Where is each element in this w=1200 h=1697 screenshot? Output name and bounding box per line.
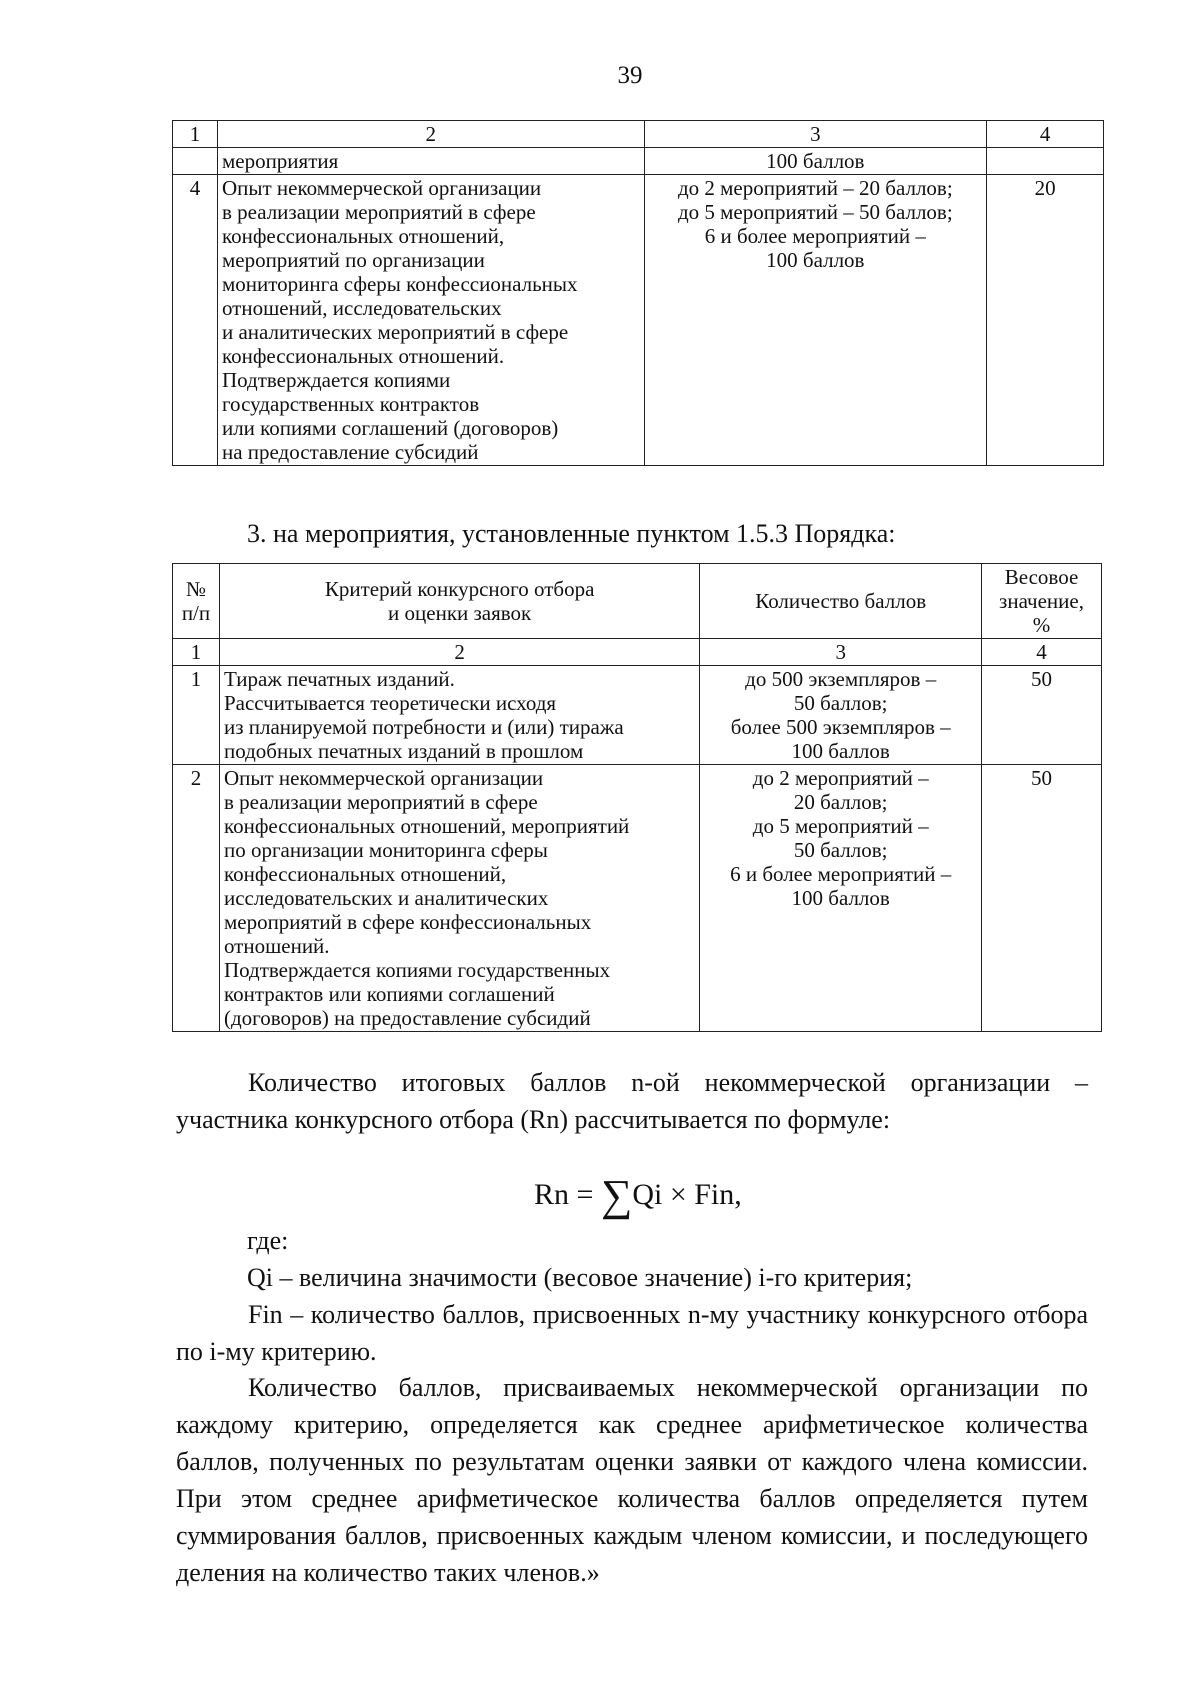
criterion-cell: Тираж печатных изданий. Рассчитывается теоретически исходя из планируемой потребности и (или) тиража подобных печатных изданий в прошлом xyxy=(219,666,699,765)
weight-cell: 50 xyxy=(982,666,1102,765)
qi-definition: Qi – величина значимости (весовое значение) i-го критерия; xyxy=(247,1263,913,1292)
column-number: 3 xyxy=(644,121,987,148)
fin-definition: Fin – количество баллов, присвоенных n-му участнику конкурсного отбора по i-му критерию. xyxy=(176,1300,1088,1366)
table-row-numbers xyxy=(173,121,1104,148)
table-row xyxy=(173,175,1104,466)
header-cell-points: Количество баллов xyxy=(700,564,982,639)
criterion-cell: Опыт некоммерческой организации в реализации мероприятий в сфере конфессиональных отношений, мероприятий по организации мониторинга сферы конфессиональных отношений, исследовательских и аналитических мероприятий в сфере конфессиональных отношений. Подтверждается копиями государственных контрактов или копиями соглашений (договоров) на предоставление субсидий xyxy=(219,765,699,1032)
points-cell: до 2 мероприятий – 20 баллов; до 5 мероприятий – 50 баллов; 6 и более мероприятий – 100 баллов xyxy=(700,765,982,1032)
row-number: 1 xyxy=(173,666,220,765)
criterion-cell: мероприятия xyxy=(217,148,644,175)
formula xyxy=(534,1170,742,1221)
formula-lhs: Rn = xyxy=(534,1178,601,1211)
formula-rhs: Qi × Fin, xyxy=(632,1178,742,1211)
sum-symbol: ∑ xyxy=(600,1171,633,1220)
header-cell-weight: Весовое значение, % xyxy=(982,564,1102,639)
points-cell: до 500 экземпляров – 50 баллов; более 500 экземпляров – 100 баллов xyxy=(700,666,982,765)
where-label: где: xyxy=(247,1226,289,1255)
column-number: 3 xyxy=(700,639,982,666)
column-number: 1 xyxy=(173,121,218,148)
weight-cell xyxy=(987,148,1104,175)
table-header-row xyxy=(173,564,1102,639)
criteria-table-section3 xyxy=(172,563,1102,1032)
weight-cell: 50 xyxy=(982,765,1102,1032)
row-number: 4 xyxy=(173,175,218,466)
points-cell: до 2 мероприятий – 20 баллов; до 5 мероприятий – 50 баллов; 6 и более мероприятий – 100 баллов xyxy=(644,175,987,466)
paragraph-averaging: Количество баллов, присваиваемых некоммерческой организации по каждому критерию, определяется как среднее арифметическое количества баллов, полученных по результатам оценки заявки от каждого члена комиссии. При этом среднее арифметическое количества баллов определяется путем суммирования баллов, присвоенных каждым членом комиссии, и последующего деления на количество таких членов.» xyxy=(176,1373,1088,1587)
paragraph-total-points: Количество итоговых баллов n-ой некоммерческой организации – участника конкурсного отбора (Rn) рассчитывается по формуле: xyxy=(176,1068,1088,1134)
row-number xyxy=(173,148,218,175)
page-number: 39 xyxy=(617,62,643,89)
weight-cell: 20 xyxy=(987,175,1104,466)
table-row xyxy=(173,666,1102,765)
criterion-cell: Опыт некоммерческой организации в реализации мероприятий в сфере конфессиональных отношений, мероприятий по организации мониторинга сферы конфессиональных отношений, исследовательских и аналитических мероприятий в сфере конфессиональных отношений. Подтверждается копиями государственных контрактов или копиями соглашений (договоров) на предоставление субсидий xyxy=(217,175,644,466)
header-cell-criterion: Критерий конкурсного отбора и оценки заявок xyxy=(219,564,699,639)
table-row xyxy=(173,765,1102,1032)
table-row-numbers xyxy=(173,639,1102,666)
column-number: 4 xyxy=(982,639,1102,666)
column-number: 2 xyxy=(217,121,644,148)
column-number: 1 xyxy=(173,639,220,666)
header-cell-number: № п/п xyxy=(173,564,220,639)
row-number: 2 xyxy=(173,765,220,1032)
column-number: 2 xyxy=(219,639,699,666)
column-number: 4 xyxy=(987,121,1104,148)
criteria-table-continued xyxy=(172,120,1104,466)
section-heading: 3. на мероприятия, установленные пунктом 1.5.3 Порядка: xyxy=(247,519,896,548)
points-cell: 100 баллов xyxy=(644,148,987,175)
table-row xyxy=(173,148,1104,175)
